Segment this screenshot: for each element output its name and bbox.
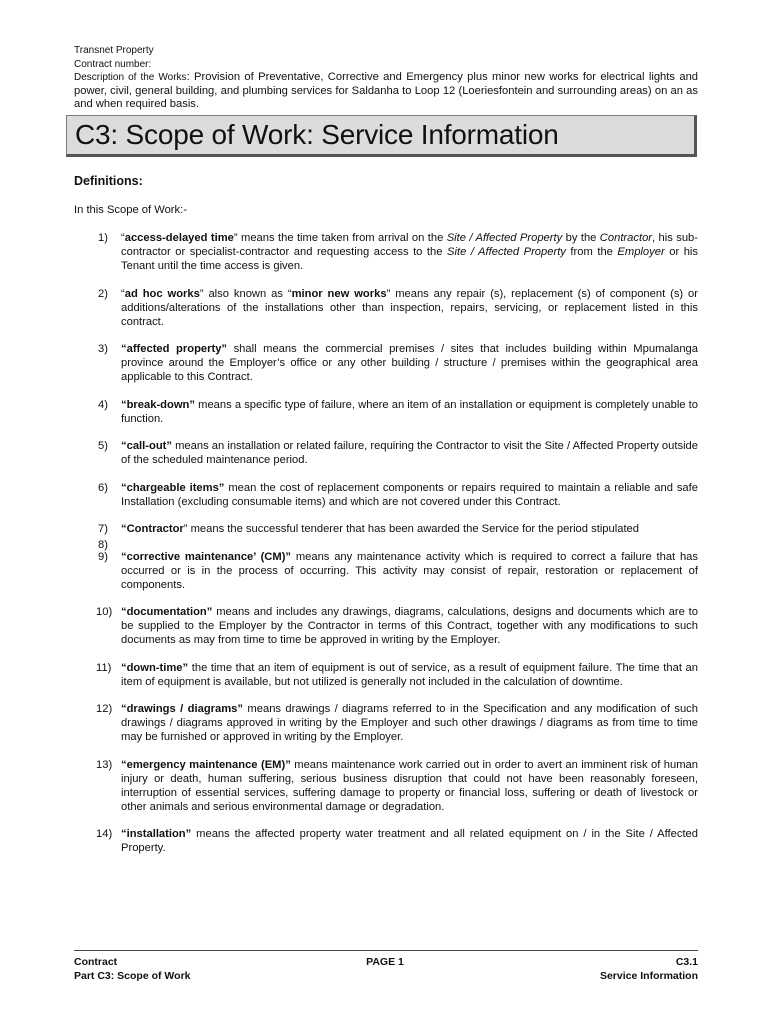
definition-number: 1): [98, 232, 108, 244]
definition-segment: means drawings / diagrams referred to in the Specification and any modification of such drawings / diagrams approved in writing by the Employer and such other drawings / diagrams as from time to time may be furnished or approved in writing by the Employer.: [121, 703, 698, 743]
definition-number: 11): [96, 661, 112, 674]
definition-number: 8): [98, 539, 108, 551]
header-description-text: : Provision of Preventative, Corrective and Emergency plus minor new works for electrical lights and power, civil, general building, and plumbing services for Saldanha to Loop 12 (Loeriesfontein and surrounding areas) on an as and when required basis.: [74, 71, 699, 110]
section-title-box: [66, 115, 697, 157]
header-contract-number: Contract number:: [74, 58, 152, 70]
definition-term: “Contractor: [121, 523, 184, 535]
section-title: C3: Scope of Work: Service Information: [75, 119, 559, 150]
definition-segment: ” means the successful tenderer that has been awarded the Service for the period stipulated: [183, 523, 640, 535]
footer-contract-label: Contract: [74, 956, 118, 968]
definition-term: ad hoc works: [124, 287, 200, 300]
definition-item: [74, 439, 698, 467]
definition-text: [121, 523, 639, 535]
definition-item: [74, 398, 698, 426]
definition-segment: means maintenance work carried out in order to avert an imminent risk of human injury or death, human suffering, serious business disruption that could not have been reasonably foreseen, interruption of essential services, suffering damage to property or financial loss, suffering or death of livestock or other animals and serious environmental damage or degradation.: [121, 758, 698, 813]
definition-item: [74, 702, 698, 744]
definition-segment: “: [121, 232, 125, 244]
footer-section-name: Service Information: [599, 969, 698, 982]
footer-part-label: Part C3: Scope of Work: [74, 969, 191, 982]
definition-segment: means the affected property water treatment and all related equipment on / in the Site / Affected Property.: [121, 828, 698, 854]
definition-segment: , his sub-contractor or specialist-contractor and requesting access to the: [121, 232, 699, 258]
definition-number: 13): [96, 758, 113, 771]
definition-term: “call-out”: [121, 440, 172, 452]
definitions-intro: In this Scope of Work:-: [74, 204, 187, 216]
definition-number: 4): [98, 398, 108, 411]
header-description: [74, 71, 698, 112]
definition-term: “break-down”: [121, 398, 195, 411]
definition-segment: or his Tenant until the time access is given.: [121, 246, 698, 272]
definition-item: [74, 661, 698, 689]
document-header: [74, 44, 698, 112]
definition-italic: Site / Affected Property: [447, 246, 566, 258]
definition-item: [74, 550, 698, 592]
definition-term: “affected property”: [121, 343, 228, 355]
definition-segment: means a specific type of failure, where an item of an installation or equipment is completely unable to function.: [121, 398, 698, 425]
definition-term: “installation”: [121, 828, 192, 840]
definition-item: [74, 758, 698, 814]
definition-term: “corrective maintenance’ (CM)”: [121, 550, 292, 563]
definition-text: [121, 828, 698, 854]
definition-number: 3): [98, 343, 108, 355]
definition-text: [121, 232, 698, 272]
footer-divider: [74, 950, 698, 951]
definitions-list: [74, 231, 698, 869]
definition-item: [74, 481, 698, 509]
definition-item: [74, 287, 698, 329]
definition-term: access-delayed time: [124, 232, 234, 244]
definition-segment: by the: [562, 232, 600, 244]
header-organisation: Transnet Property: [74, 45, 154, 56]
definition-number: 14): [96, 828, 113, 840]
definition-term: “drawings / diagrams”: [121, 703, 243, 715]
definition-number: 5): [98, 440, 108, 452]
definition-segment: mean the cost of replacement components or repairs required to maintain a reliable and safe Installation (excluding consumable items) and which are not covered under this Contract.: [121, 481, 698, 508]
definition-segment: “: [121, 287, 125, 300]
definition-segment: ” means the time taken from arrival on the: [233, 232, 447, 244]
footer-right: [600, 956, 698, 983]
header-description-lead: Description of the Works: [74, 72, 187, 83]
definition-item: [74, 231, 698, 273]
definition-segment: means and includes any drawings, diagrams, calculations, designs and documents which are to be supplied to the Employer by the Contractor in terms of this Contract, together with any modifications to such documents as may from time to time be approved in writing by the Employer.: [121, 606, 698, 646]
definition-text: [121, 440, 698, 466]
definition-term: “chargeable items”: [121, 481, 225, 494]
definition-segment: shall means the commercial premises / sites that includes building within Mpumalanga province around the Employer’s office or any other building / structure / premises within the geographical area applicable to this Contract.: [121, 343, 698, 383]
definition-text: [121, 606, 698, 646]
definition-text: [121, 399, 698, 425]
definition-item: [74, 605, 698, 647]
definition-term: “documentation”: [121, 606, 213, 618]
definition-segment: means an installation or related failure, requiring the Contractor to visit the Site / Affected Property outside of the scheduled maintenance period.: [121, 440, 698, 466]
definition-text: [121, 343, 698, 383]
definition-item: [74, 827, 698, 855]
definition-number: 10): [96, 606, 113, 618]
footer-section-code: C3.1: [675, 956, 698, 968]
definition-segment: from the: [565, 246, 618, 258]
definition-italic: Contractor: [599, 232, 653, 244]
definition-number: 2): [98, 287, 108, 300]
definition-text: [121, 551, 698, 591]
definition-term: “down-time”: [121, 661, 189, 674]
definition-text: [121, 662, 698, 688]
definition-term: minor new works: [291, 287, 387, 300]
definition-item: [74, 342, 698, 384]
definition-term: “emergency maintenance (EM)”: [121, 758, 291, 771]
definition-segment: ” also known as “: [199, 287, 292, 300]
definition-italic: Site / Affected Property: [446, 232, 563, 244]
definition-item: [74, 522, 698, 536]
definition-text: [121, 482, 698, 508]
definitions-heading: Definitions:: [74, 174, 143, 188]
definition-segment: ” means any repair (s), replacement (s) of component (s) or additions/alterations of the installations other than inspection, repairs, servicing, or replacement listed in this contract.: [121, 287, 698, 328]
definition-number: 7): [98, 523, 108, 535]
definition-number: 6): [98, 481, 108, 494]
definition-text: [121, 703, 698, 743]
definition-text: [121, 759, 698, 813]
footer-page-number: PAGE 1: [366, 956, 404, 968]
definition-segment: means any maintenance activity which is required to correct a failure that has occurred or is in the process of occurring. This activity may consist of repair, restoration or replacement of components.: [121, 550, 698, 591]
definition-segment: the time that an item of equipment is out of service, as a result of equipment failure. The time that an item of equipment is available, but not utilized is generally not included in the calculation of downtime.: [121, 661, 698, 688]
definition-number: 9): [98, 550, 108, 563]
definition-text: [121, 288, 698, 328]
definition-number: 12): [96, 703, 113, 715]
definition-italic: Employer: [617, 246, 665, 258]
